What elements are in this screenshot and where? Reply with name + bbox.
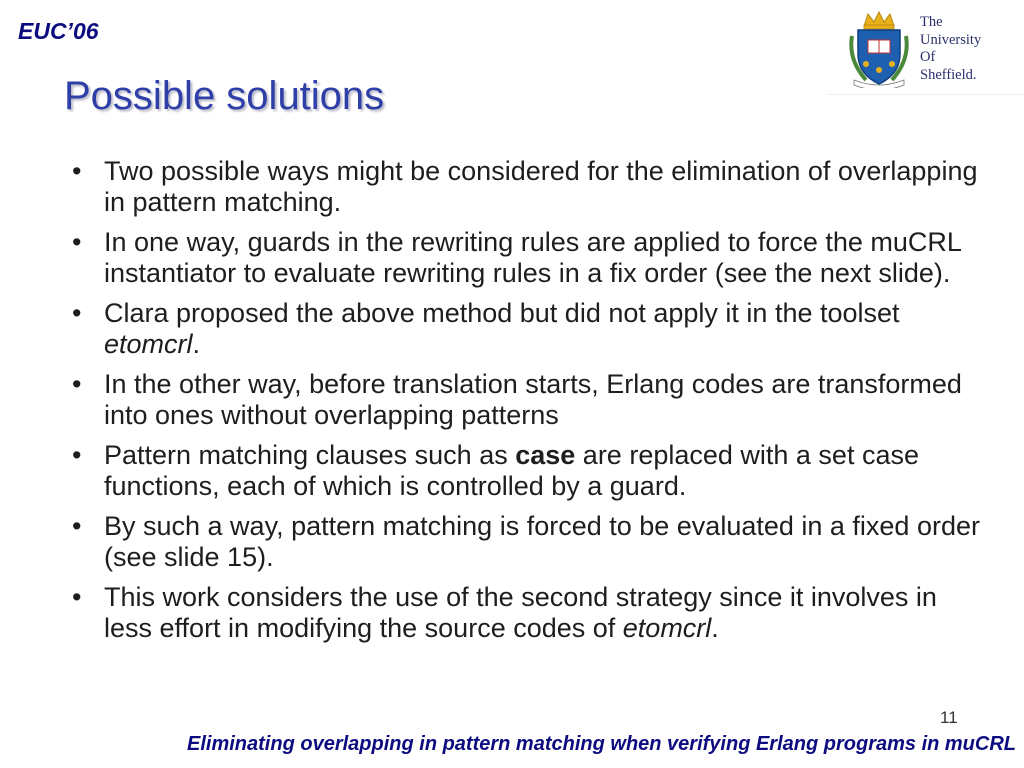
footer-title: Eliminating overlapping in pattern matching when verifying Erlang programs in muCRL <box>187 733 1016 755</box>
bullet-text: are replaced with a set case functions, each of which is controlled by a guard. <box>104 440 919 501</box>
bullet-item <box>70 298 985 360</box>
bullet-text: . <box>711 613 719 643</box>
conference-tag: EUC’06 <box>18 18 99 44</box>
bullet-item <box>70 440 985 502</box>
page-number: 11 <box>940 708 958 727</box>
bullet-text: etomcrl <box>622 613 712 643</box>
university-logo <box>828 6 1024 95</box>
bullet-text: Two possible ways might be considered for the elimination of overlapping in pattern matching. <box>104 156 978 217</box>
bullet-text: This work considers the use of the second strategy since it involves in less effort in modifying the source codes of <box>104 582 937 643</box>
bullet-text: Pattern matching clauses such as <box>104 440 516 470</box>
logo-line: The <box>920 14 943 30</box>
bullet-text: case <box>515 440 576 470</box>
bullet-item <box>70 369 985 431</box>
bullet-text: By such a way, pattern matching is forced to be evaluated in a fixed order (see slide 15). <box>104 511 980 572</box>
bullet-item <box>70 511 985 573</box>
slide-title: Possible solutions <box>64 74 385 118</box>
logo-line: Of <box>920 49 936 65</box>
bullet-list <box>70 156 985 653</box>
bullet-text: In the other way, before translation starts, Erlang codes are transformed into ones without overlapping patterns <box>104 369 962 430</box>
bullet-item <box>70 582 985 644</box>
bullet-item <box>70 227 985 289</box>
logo-line: Sheffield. <box>920 66 977 83</box>
bullet-text: etomcrl <box>104 329 193 359</box>
bullet-text: In one way, guards in the rewriting rules are applied to force the muCRL instantiator to evaluate rewriting rules in a fix order (see the next slide). <box>104 227 961 288</box>
logo-wordmark <box>920 14 981 84</box>
shield-crest-icon <box>846 10 912 88</box>
bullet-text: Clara proposed the above method but did not apply it in the toolset <box>104 298 900 328</box>
logo-line: University <box>920 31 982 48</box>
bullet-item <box>70 156 985 218</box>
bullet-text: . <box>192 329 201 359</box>
